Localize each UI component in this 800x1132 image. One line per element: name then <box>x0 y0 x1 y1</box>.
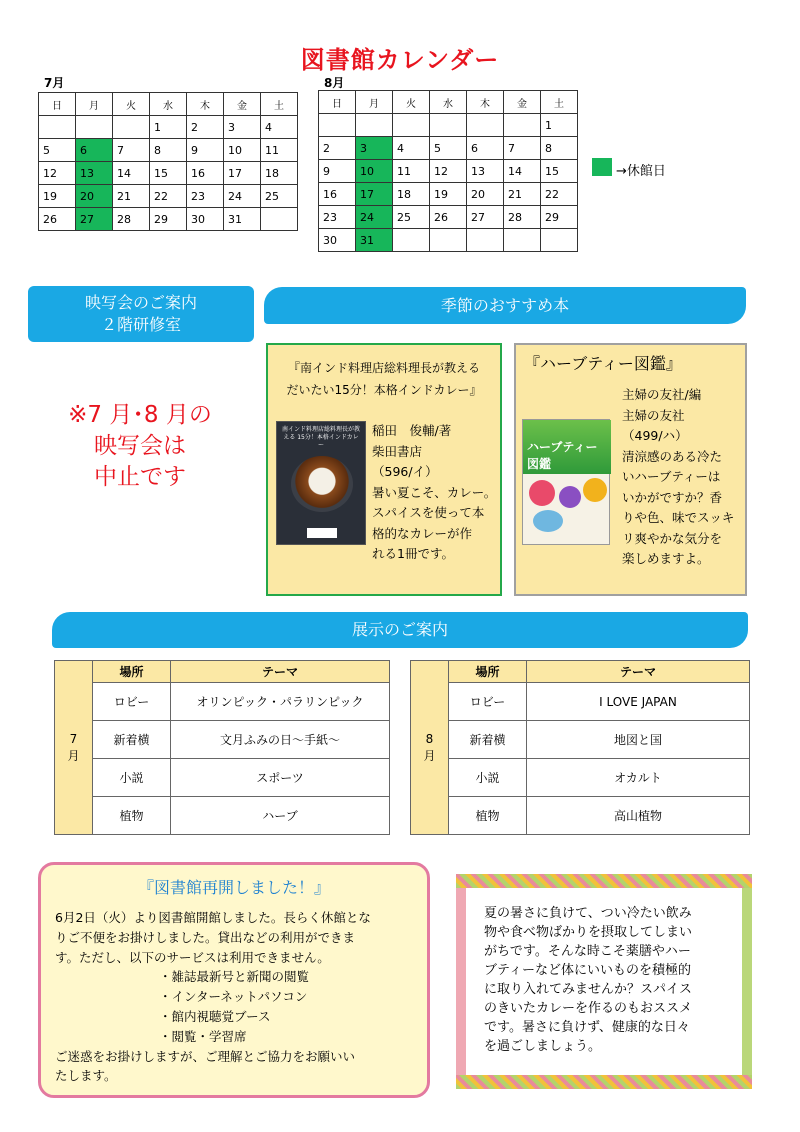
calendar-day: 17 <box>356 183 393 206</box>
reopen-text-line: ご迷惑をお掛けしますが、ご理解とご協力をお願いい <box>55 1048 356 1064</box>
book-info-line: （596/イ） <box>372 464 438 479</box>
calendar-day: 16 <box>187 162 224 185</box>
exhibit-month-july <box>55 661 93 835</box>
screening-banner <box>28 286 254 342</box>
exhibit-place: 小説 <box>93 759 171 797</box>
weekday-header: 火 <box>393 91 430 114</box>
calendar-day <box>39 116 76 139</box>
weekday-header: 月 <box>76 93 113 116</box>
calendar-day: 4 <box>393 137 430 160</box>
calendar-day: 14 <box>113 162 150 185</box>
list-item: ・雑誌最新号と新聞の閲覧 <box>159 969 310 985</box>
calendar-day: 30 <box>319 229 356 252</box>
calendar-day <box>504 114 541 137</box>
calendar-day: 27 <box>76 208 113 231</box>
calendar-day <box>393 229 430 252</box>
calendar-day <box>261 208 298 231</box>
book-title-curry <box>268 345 500 401</box>
calendar-day: 26 <box>430 206 467 229</box>
exhibit-place: 新着横 <box>449 721 527 759</box>
weekday-header: 火 <box>113 93 150 116</box>
exhibit-place: 新着横 <box>93 721 171 759</box>
book-info-line: 楽しめますよ。 <box>622 551 710 566</box>
august-calendar-label: 8月 <box>324 76 345 90</box>
calendar-day <box>113 116 150 139</box>
calendar-day: 11 <box>261 139 298 162</box>
book-cover-herbtea-text: ハーブティー図鑑 <box>527 440 598 471</box>
july-calendar <box>38 92 298 231</box>
exhibit-theme: 地図と国 <box>527 721 750 759</box>
calendar-day: 24 <box>356 206 393 229</box>
exhibit-theme: オカルト <box>527 759 750 797</box>
july-calendar-label: 7月 <box>44 76 65 90</box>
reopen-text-line: す。ただし、以下のサービスは利用できません。 <box>55 949 330 965</box>
col-header-place: 場所 <box>93 661 171 683</box>
book-info-line: 格的なカレーが作 <box>372 525 473 541</box>
calendar-day: 2 <box>187 116 224 139</box>
cancel-line-2: 映写会は <box>94 433 186 459</box>
calendar-day <box>76 116 113 139</box>
curry-plate-image <box>291 456 353 512</box>
weekday-header: 土 <box>261 93 298 116</box>
reopen-title: 『図書館再開しました！』 <box>137 878 330 897</box>
tip-text-line: に取り入れてみませんか？スパイス <box>484 982 692 997</box>
table-row <box>55 721 390 759</box>
table-row <box>55 683 390 721</box>
reopen-notice <box>38 862 430 1098</box>
tip-text-line: のきいたカレーを作るのもおススメ <box>484 1001 693 1016</box>
reopen-text-line: りご不便をお掛けしました。貸出などの利用ができま <box>55 929 356 945</box>
month-number: 7 <box>69 731 78 746</box>
calendar-day: 2 <box>319 137 356 160</box>
health-tip-box <box>456 874 752 1089</box>
tape-top <box>456 874 752 888</box>
calendar-day <box>467 229 504 252</box>
closed-day-legend-swatch <box>592 158 612 176</box>
calendar-day <box>467 114 504 137</box>
weekday-header: 木 <box>187 93 224 116</box>
book-info-line: 主婦の友社/編 <box>622 387 702 402</box>
weekday-header: 金 <box>224 93 261 116</box>
book-info-line: 清涼感のある冷た <box>622 448 723 464</box>
calendar-day: 22 <box>150 185 187 208</box>
exhibit-theme: オリンピック・パラリンピック <box>171 683 390 721</box>
calendar-day: 6 <box>76 139 113 162</box>
calendar-day: 27 <box>467 206 504 229</box>
exhibit-table-july <box>54 660 390 835</box>
calendar-day: 11 <box>393 160 430 183</box>
calendar-day: 17 <box>224 162 261 185</box>
calendar-day <box>319 114 356 137</box>
weekday-header: 水 <box>430 91 467 114</box>
calendar-day: 31 <box>356 229 393 252</box>
reopen-body <box>41 898 427 1086</box>
calendar-day: 1 <box>541 114 578 137</box>
flower-image <box>529 480 555 506</box>
exhibit-theme: ハーブ <box>171 797 390 835</box>
flower-image <box>559 486 581 508</box>
calendar-day <box>430 114 467 137</box>
calendar-day: 10 <box>356 160 393 183</box>
weekday-header: 月 <box>356 91 393 114</box>
book-title-curry-line1: 『南インド料理店総料理長が教える <box>287 361 480 375</box>
calendar-day: 29 <box>150 208 187 231</box>
teacup-image <box>533 510 563 532</box>
col-header-place: 場所 <box>449 661 527 683</box>
screening-banner-title: 映写会のご案内 <box>84 293 197 312</box>
calendar-day <box>356 114 393 137</box>
exhibit-place: 小説 <box>449 759 527 797</box>
calendar-day: 26 <box>39 208 76 231</box>
book-info-line: 暑い夏こそ、カレー。 <box>372 484 497 500</box>
cancel-line-3: 中止です <box>94 464 186 490</box>
month-number: 8 <box>425 731 434 746</box>
screening-cancel-notice <box>40 400 240 493</box>
book-info-line: れる1冊です。 <box>372 546 454 561</box>
calendar-day: 30 <box>187 208 224 231</box>
calendar-day: 14 <box>504 160 541 183</box>
calendar-day: 16 <box>319 183 356 206</box>
calendar-day: 20 <box>467 183 504 206</box>
season-books-banner: 季節のおすすめ本 <box>264 287 746 324</box>
calendar-day <box>430 229 467 252</box>
list-item: ・閲覧・学習席 <box>159 1028 247 1044</box>
reopen-text-line: 6月2日（火）より図書館開館しました。長らく休館とな <box>55 910 371 925</box>
calendar-day: 1 <box>150 116 187 139</box>
calendar-day: 7 <box>504 137 541 160</box>
calendar-day <box>504 229 541 252</box>
book-cover-curry-text: 南インド料理店総料理長が教える 15分！本格インドカレー <box>281 426 360 449</box>
tip-text-line: ブティーなど体にいいものを積極的 <box>484 963 691 978</box>
book-info-herbtea <box>622 385 744 570</box>
calendar-day: 31 <box>224 208 261 231</box>
calendar-day: 9 <box>187 139 224 162</box>
book-card-curry <box>266 343 502 596</box>
exhibit-theme: 高山植物 <box>527 797 750 835</box>
calendar-day: 19 <box>39 185 76 208</box>
calendar-day: 25 <box>393 206 430 229</box>
calendar-day: 6 <box>467 137 504 160</box>
table-row <box>55 759 390 797</box>
cancel-line-1: ※7 月･8 月の <box>68 402 212 428</box>
table-row <box>411 759 750 797</box>
book-info-curry <box>372 421 498 565</box>
calendar-day: 25 <box>261 185 298 208</box>
calendar-day: 21 <box>113 185 150 208</box>
exhibit-place: 植物 <box>449 797 527 835</box>
calendar-day: 5 <box>430 137 467 160</box>
table-row <box>411 721 750 759</box>
book-info-line: 主婦の友社 <box>622 407 685 423</box>
book-info-line: いハーブティーは <box>622 469 721 484</box>
calendar-day: 5 <box>39 139 76 162</box>
book-card-herbtea <box>514 343 747 596</box>
exhibit-month-august <box>411 661 449 835</box>
calendar-day: 28 <box>113 208 150 231</box>
screening-banner-room: ２階研修室 <box>100 315 181 334</box>
month-unit: 月 <box>67 748 80 763</box>
calendar-day: 7 <box>113 139 150 162</box>
exhibit-place: ロビー <box>449 683 527 721</box>
book-title-herbtea: 『ハーブティー図鑑』 <box>524 354 682 373</box>
health-tip-text <box>484 904 734 1056</box>
calendar-day: 9 <box>319 160 356 183</box>
calendar-day: 23 <box>319 206 356 229</box>
calendar-day: 10 <box>224 139 261 162</box>
calendar-day: 4 <box>261 116 298 139</box>
tip-text-line: がちです。そんな時こそ薬膳やハー <box>484 944 691 959</box>
exhibit-theme: 文月ふみの日～手紙～ <box>171 721 390 759</box>
exhibit-theme: スポーツ <box>171 759 390 797</box>
calendar-day: 29 <box>541 206 578 229</box>
tip-text-line: 物や食べ物ばかりを摂取してしまい <box>484 925 693 940</box>
exhibit-place: 植物 <box>93 797 171 835</box>
calendar-day: 3 <box>224 116 261 139</box>
exhibit-table-august <box>410 660 750 835</box>
book-cover-curry <box>276 421 366 545</box>
tip-text-line: 夏の暑さに負けて、つい冷たい飲み <box>484 906 692 921</box>
calendar-day: 20 <box>76 185 113 208</box>
book-title-curry-line2: だいたい15分！本格インドカレー』 <box>286 383 482 397</box>
calendar-day: 21 <box>504 183 541 206</box>
weekday-header: 日 <box>319 91 356 114</box>
book-info-line: スパイスを使って本 <box>372 505 485 520</box>
book-info-line: いかがですか？香 <box>622 489 723 505</box>
weekday-header: 木 <box>467 91 504 114</box>
closed-day-legend-label: →休館日 <box>616 164 666 179</box>
tape-bottom <box>456 1075 752 1089</box>
list-item: ・インターネットパソコン <box>159 989 308 1005</box>
calendar-day: 15 <box>541 160 578 183</box>
table-row <box>411 797 750 835</box>
list-item: ・館内視聴覚ブース <box>159 1008 271 1024</box>
calendar-day: 12 <box>430 160 467 183</box>
book-cover-herbtea <box>522 419 610 545</box>
col-header-theme: テーマ <box>527 661 750 683</box>
calendar-day: 19 <box>430 183 467 206</box>
calendar-day: 23 <box>187 185 224 208</box>
reopen-text-line: たします。 <box>55 1068 117 1084</box>
table-row <box>411 683 750 721</box>
page-title: 図書館カレンダー <box>300 46 500 74</box>
exhibit-theme: I LOVE JAPAN <box>527 683 750 721</box>
tape-left <box>456 874 466 1089</box>
weekday-header: 土 <box>541 91 578 114</box>
calendar-day: 12 <box>39 162 76 185</box>
book-info-line: 稲田 俊輔/著 <box>372 423 452 438</box>
weekday-header: 水 <box>150 93 187 116</box>
exhibit-banner: 展示のご案内 <box>52 612 748 648</box>
calendar-day <box>393 114 430 137</box>
calendar-day: 8 <box>150 139 187 162</box>
calendar-day: 24 <box>224 185 261 208</box>
weekday-header: 金 <box>504 91 541 114</box>
calendar-day: 28 <box>504 206 541 229</box>
calendar-day: 18 <box>261 162 298 185</box>
cover-badge <box>307 528 337 538</box>
book-info-line: りや色、味でスッキ <box>622 510 735 525</box>
book-info-line: リ爽やかな気分を <box>622 530 723 546</box>
august-calendar <box>318 90 578 252</box>
tip-text-line: を過ごしましょう。 <box>484 1039 602 1054</box>
table-row <box>55 797 390 835</box>
calendar-day: 13 <box>467 160 504 183</box>
exhibit-place: ロビー <box>93 683 171 721</box>
tip-text-line: です。暑さに負けず、健康的な日々 <box>484 1020 690 1035</box>
calendar-day: 15 <box>150 162 187 185</box>
tape-right <box>742 874 752 1089</box>
month-unit: 月 <box>423 748 436 763</box>
calendar-day: 3 <box>356 137 393 160</box>
flower-image <box>583 478 607 502</box>
calendar-day: 13 <box>76 162 113 185</box>
calendar-day: 8 <box>541 137 578 160</box>
calendar-day: 22 <box>541 183 578 206</box>
book-info-line: （499/ハ） <box>622 428 688 443</box>
col-header-theme: テーマ <box>171 661 390 683</box>
book-info-line: 柴田書店 <box>372 443 423 459</box>
weekday-header: 日 <box>39 93 76 116</box>
calendar-day <box>541 229 578 252</box>
calendar-day: 18 <box>393 183 430 206</box>
